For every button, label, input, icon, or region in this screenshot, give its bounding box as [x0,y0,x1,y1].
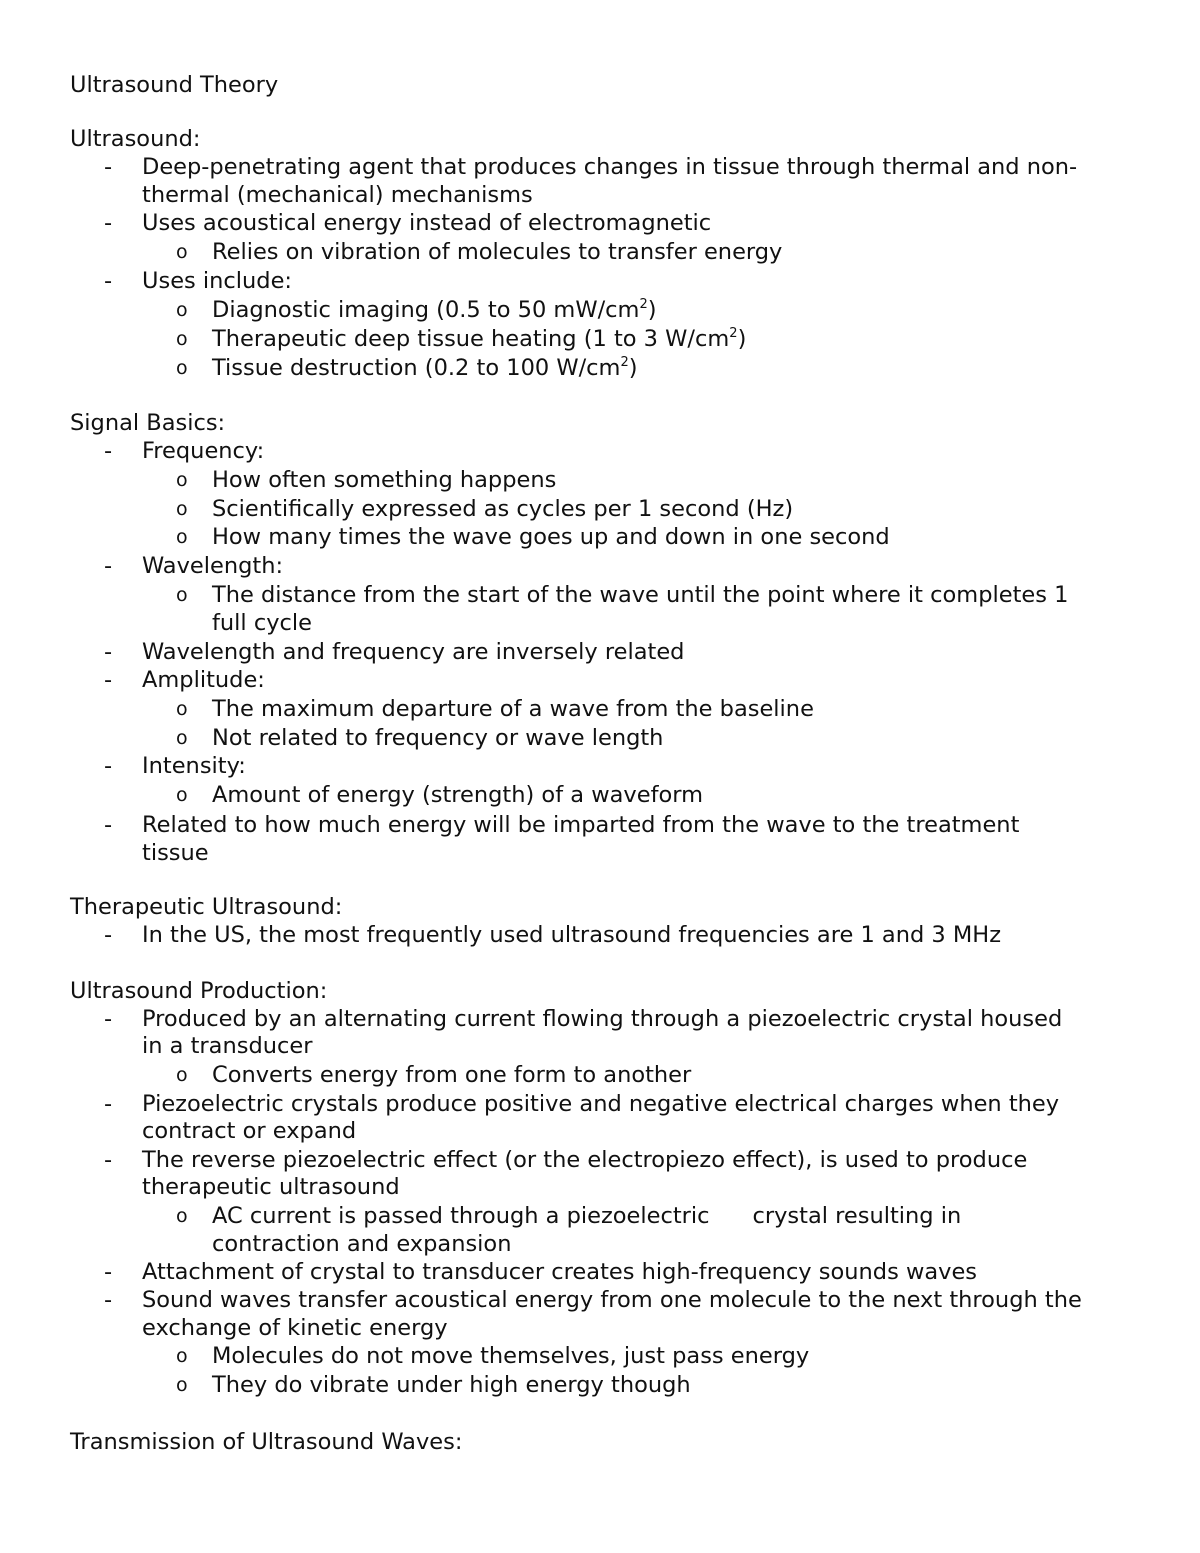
sub-list-item: How many times the wave goes up and down in one second [212,524,890,550]
sub-list-item: Scientifically expressed as cycles per 1 second (Hz) [212,496,794,522]
sub-list-item-continuation: full cycle [212,610,312,636]
circle-bullet: o [176,498,188,520]
dash-bullet: - [104,753,113,779]
list-item-continuation: tissue [142,840,209,866]
dash-bullet: - [104,1287,113,1313]
circle-bullet: o [176,469,188,491]
list-item: Sound waves transfer acoustical energy from one molecule to the next through the [142,1287,1082,1313]
list-item: Attachment of crystal to transducer creates high-frequency sounds waves [142,1259,978,1285]
list-item: Piezoelectric crystals produce positive and negative electrical charges when they [142,1091,1060,1117]
list-item-continuation: in a transducer [142,1033,313,1059]
circle-bullet: o [176,784,188,806]
circle-bullet: o [176,1064,188,1086]
dash-bullet: - [104,922,113,948]
list-item-continuation: contract or expand [142,1118,357,1144]
sub-list-item-continuation: contraction and expansion [212,1231,512,1257]
dash-bullet: - [104,154,113,180]
sub-list-item: Diagnostic imaging (0.5 to 50 $mW/cm^2$) [212,297,657,323]
dash-bullet: - [104,553,113,579]
list-item-continuation: exchange of kinetic energy [142,1315,448,1341]
list-item: Frequency: [142,438,265,464]
circle-bullet: o [176,357,188,379]
dash-bullet: - [104,438,113,464]
dash-bullet: - [104,1259,113,1285]
sub-list-item: Therapeutic deep tissue heating (1 to 3 $W/cm^2$) [212,326,747,352]
section-heading-ultrasound-production: Ultrasound Production: [70,978,328,1004]
list-item: In the US, the most frequently used ultrasound frequencies are 1 and 3 MHz [142,922,1002,948]
dash-bullet: - [104,1006,113,1032]
dash-bullet: - [104,812,113,838]
dash-bullet: - [104,1091,113,1117]
sub-list-item: AC current is passed through a piezoelectric crystal resulting in [212,1203,962,1229]
list-item: Amplitude: [142,667,265,693]
dash-bullet: - [104,639,113,665]
list-item: Deep-penetrating agent that produces changes in tissue through thermal and non- [142,154,1078,180]
dash-bullet: - [104,1147,113,1173]
circle-bullet: o [176,727,188,749]
sub-list-item: The distance from the start of the wave until the point where it completes 1 [212,582,1069,608]
circle-bullet: o [176,1345,188,1367]
list-item: Wavelength and frequency are inversely related [142,639,685,665]
dash-bullet: - [104,667,113,693]
sub-list-item: Molecules do not move themselves, just pass energy [212,1343,810,1369]
section-heading-therapeutic-ultrasound: Therapeutic Ultrasound: [70,894,343,920]
sub-list-item: Converts energy from one form to another [212,1062,692,1088]
dash-bullet: - [104,210,113,236]
list-item: Intensity: [142,753,246,779]
circle-bullet: o [176,1205,188,1227]
sub-list-item: The maximum departure of a wave from the baseline [212,696,814,722]
list-item: Uses include: [142,268,293,294]
sub-list-item: Relies on vibration of molecules to transfer energy [212,239,783,265]
list-item-continuation: thermal (mechanical) mechanisms [142,182,533,208]
section-heading-transmission: Transmission of Ultrasound Waves: [70,1429,463,1455]
list-item: The reverse piezoelectric effect (or the electropiezo effect), is used to produce [142,1147,1028,1173]
sub-list-item: Tissue destruction (0.2 to 100 $W/cm^2$) [212,355,638,381]
circle-bullet: o [176,526,188,548]
sub-list-item: They do vibrate under high energy though [212,1372,691,1398]
circle-bullet: o [176,241,188,263]
list-item: Produced by an alternating current flowing through a piezoelectric crystal housed [142,1006,1063,1032]
circle-bullet: o [176,698,188,720]
section-heading-ultrasound: Ultrasound: [70,126,201,152]
list-item: Wavelength: [142,553,284,579]
list-item-continuation: therapeutic ultrasound [142,1174,400,1200]
dash-bullet: - [104,268,113,294]
circle-bullet: o [176,299,188,321]
sub-list-item: Not related to frequency or wave length [212,725,664,751]
circle-bullet: o [176,328,188,350]
section-heading-signal-basics: Signal Basics: [70,410,226,436]
list-item: Related to how much energy will be imparted from the wave to the treatment [142,812,1020,838]
sub-list-item: Amount of energy (strength) of a waveform [212,782,704,808]
document-title: Ultrasound Theory [70,72,279,98]
list-item: Uses acoustical energy instead of electromagnetic [142,210,712,236]
circle-bullet: o [176,1374,188,1396]
sub-list-item: How often something happens [212,467,557,493]
circle-bullet: o [176,584,188,606]
